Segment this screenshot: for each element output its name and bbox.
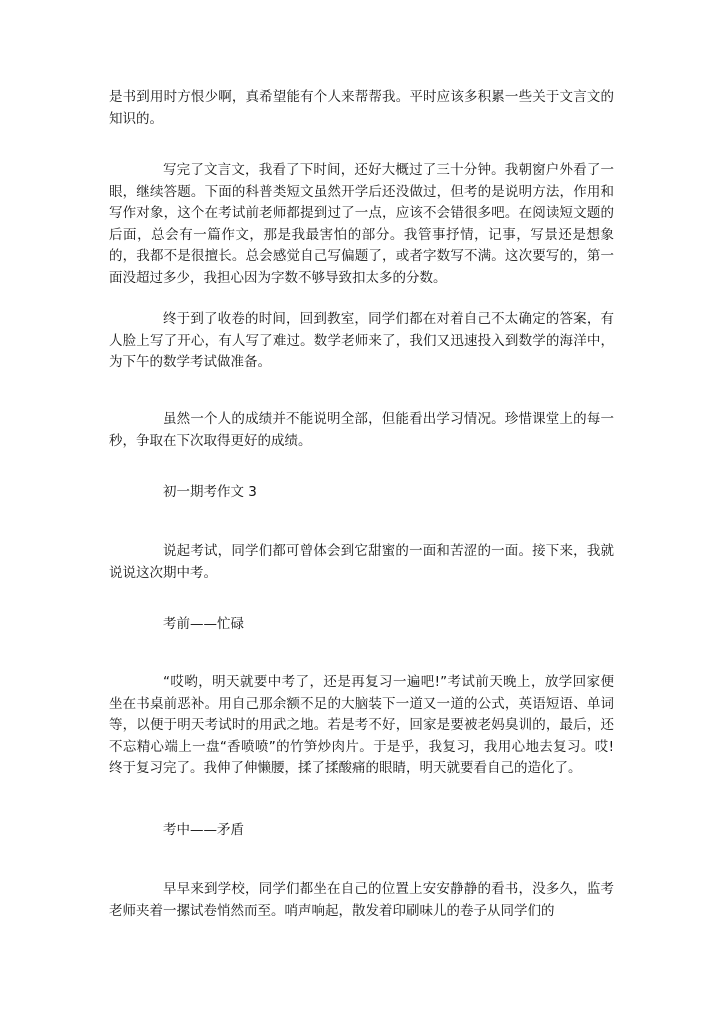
section-heading-during-exam: 考中——矛盾	[163, 822, 244, 838]
paragraph-during-exam: 早早来到学校，同学们都坐在自己的位置上安安静静的看书，没多久，监考老师夹着一摞试卷悄然而至。哨声响起，散发着印刷味儿的卷子从同学们的	[109, 881, 614, 919]
paragraph-intro: 说起考试，同学们都可曾体会到它甜蜜的一面和苦涩的一面。接下来，我就说说这次期中考。	[109, 543, 614, 581]
paragraph-before-exam: “哎哟，明天就要中考了，还是再复习一遍吧!”考试前天晚上，放学回家便坐在书桌前恶补。用自己那余额不足的大脑装下一道又一道的公式，英语短语、单词等，以便于明天考试时的用武之地。若是考不好，回家是要被老妈臭训的，最后，还不忘精心端上一盘“香喷喷”的竹笋炒肉片。于是乎，我复习，我用心地去复习。哎!终于复习完了。我伸了伸懒腰，揉了揉酸痛的眼睛，明天就要看自己的造化了。	[109, 674, 614, 776]
section-heading-before-exam: 考前——忙碌	[163, 616, 244, 632]
paragraph-conclusion: 虽然一个人的成绩并不能说明全部，但能看出学习情况。珍惜课堂上的每一秒，争取在下次取得更好的成绩。	[109, 411, 614, 449]
paragraph-collecting-papers: 终于到了收卷的时间，回到教室，同学们都在对着自己不太确定的答案，有人脸上写了开心，有人写了难过。数学老师来了，我们又迅速投入到数学的海洋中，为下午的数学考试做准备。	[109, 311, 614, 370]
essay-title: 初一期考作文 3	[163, 484, 257, 500]
paragraph-classical-chinese-reflection: 是书到用时方恨少啊，真希望能有个人来帮帮我。平时应该多积累一些关于文言文的知识的。	[109, 89, 614, 127]
paragraph-after-classical-chinese: 写完了文言文，我看了下时间，还好大概过了三十分钟。我朝窗户外看了一眼，继续答题。下面的科普类短文虽然开学后还没做过，但考的是说明方法，作用和写作对象，这个在考试前老师都提到过了一点，应该不会错很多吧。在阅读短文题的后面，总会有一篇作文，那是我最害怕的部分。我管事抒情，记事，写景还是想象的，我都不是很擅长。总会感觉自己写偏题了，或者字数写不满。这次要写的，第一面没超过多少，我担心因为字数不够导致扣太多的分数。	[109, 162, 614, 286]
